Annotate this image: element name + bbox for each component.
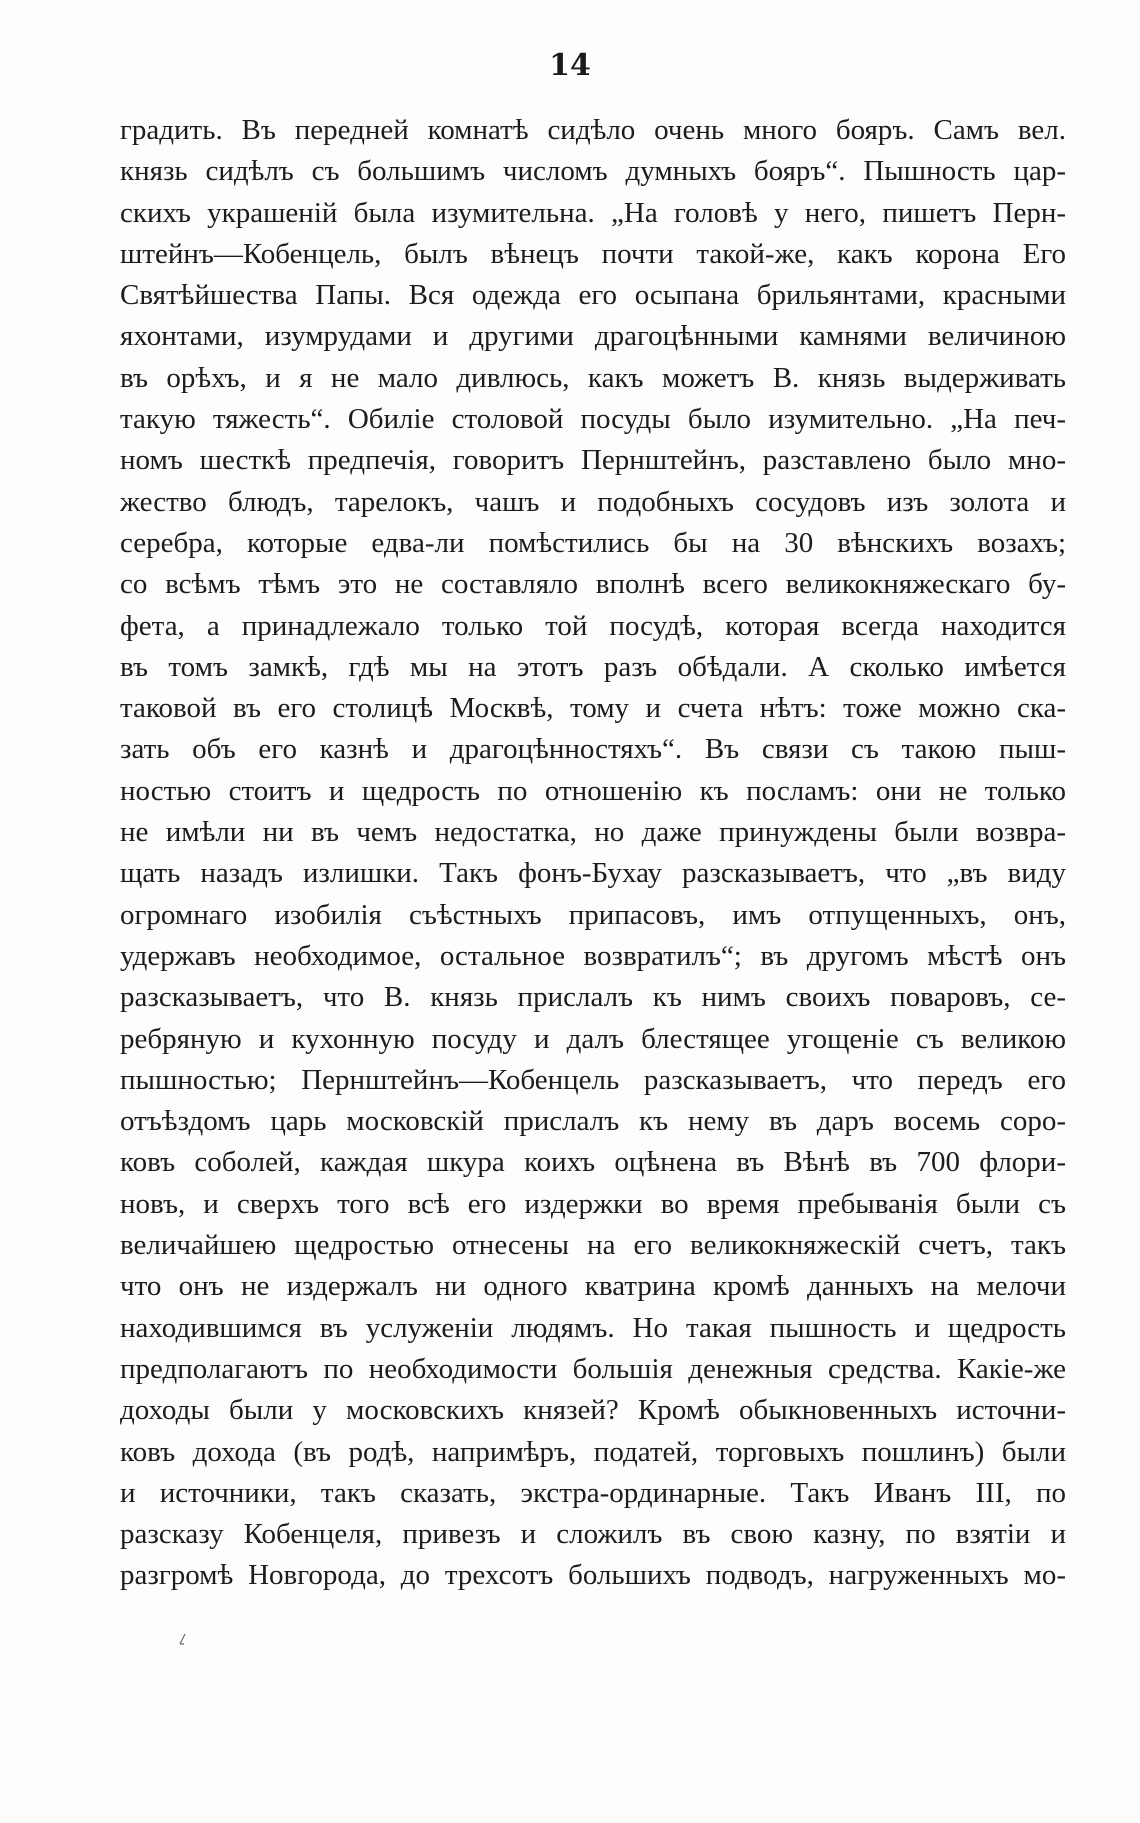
text-line: со всѣмъ тѣмъ это не составляло вполнѣ всего великокняжескаго бу- — [120, 568, 1066, 601]
text-line: пышностью; Пернштейнъ—Кобенцель разсказываетъ, что передъ его — [120, 1063, 1066, 1096]
text-line: въ томъ замкѣ, гдѣ мы на этотъ разъ обѣдали. А сколько имѣется — [120, 650, 1066, 683]
text-line: номъ шесткѣ предпечія, говоритъ Пернштейнъ, разставлено было мно- — [120, 444, 1066, 477]
text-line: предполагаютъ по необходимости большія денежныя средства. Какіе-же — [120, 1352, 1066, 1385]
text-line: не имѣли ни въ чемъ недостатка, но даже принуждены были возвра- — [120, 816, 1066, 849]
text-line: градить. Въ передней комнатѣ сидѣло очень много бояръ. Самъ вел. — [120, 114, 1066, 146]
text-line: въ орѣхъ, и я не мало дивлюсь, какъ можетъ В. князь выдерживать — [120, 361, 1066, 394]
text-line: яхонтами, изумрудами и другими драгоцѣнными камнями величиною — [120, 320, 1066, 353]
text-line: ковъ соболей, каждая шкура коихъ оцѣнена въ Вѣнѣ въ 700 флори- — [120, 1146, 1066, 1179]
text-line: разсказываетъ, что В. князь прислалъ къ нимъ своихъ поваровъ, се- — [120, 981, 1066, 1014]
text-line: фета, а принадлежало только той посудѣ, которая всегда находится — [120, 609, 1066, 642]
text-line: ребряную и кухонную посуду и далъ блестящее угощеніе съ великою — [120, 1022, 1066, 1055]
text-line: огромнаго изобилія съѣстныхъ припасовъ, имъ отпущенныхъ, онъ, — [120, 898, 1066, 931]
text-line: жество блюдъ, тарелокъ, чашъ и подобныхъ сосудовъ изъ золота и — [120, 485, 1066, 518]
body-text — [120, 110, 1066, 1597]
ink-speck-mark — [176, 1632, 190, 1648]
text-line: разсказу Кобенцеля, привезъ и сложилъ въ свою казну, по взятіи и — [120, 1518, 1066, 1551]
text-line: серебра, которые едва-ли помѣстились бы на 30 вѣнскихъ возахъ; — [120, 526, 1066, 559]
text-line: ностью стоитъ и щедрость по отношенію къ посламъ: они не только — [120, 774, 1066, 807]
text-line: что онъ не издержалъ ни одного кватрина кромѣ данныхъ на мелочи — [120, 1270, 1066, 1303]
text-line: зать объ его казнѣ и драгоцѣнностяхъ“. Въ связи съ такою пыш- — [120, 733, 1066, 766]
text-line: ковъ дохода (въ родѣ, напримѣръ, податей, торговыхъ пошлинъ) были — [120, 1435, 1066, 1468]
text-line: штейнъ—Кобенцель, былъ вѣнецъ почти такой-же, какъ корона Его — [120, 237, 1066, 270]
text-line: такую тяжесть“. Обиліе столовой посуды было изумительно. „На печ- — [120, 403, 1066, 436]
text-line: князь сидѣлъ съ большимъ числомъ думныхъ бояръ“. Пышность цар- — [120, 155, 1066, 188]
text-line: Святѣйшества Папы. Вся одежда его осыпана брильянтами, красными — [120, 279, 1066, 312]
text-line: щать назадъ излишки. Такъ фонъ-Бухау разсказываетъ, что „въ виду — [120, 857, 1066, 890]
page-number: 14 — [549, 48, 591, 83]
text-line: и источники, такъ сказать, экстра-ординарные. Такъ Иванъ III, по — [120, 1476, 1066, 1509]
text-line: доходы были у московскихъ князей? Кромѣ обыкновенныхъ источни- — [120, 1394, 1066, 1427]
text-line: удержавъ необходимое, остальное возвратилъ“; въ другомъ мѣстѣ онъ — [120, 939, 1066, 972]
text-line: величайшею щедростью отнесены на его великокняжескій счетъ, такъ — [120, 1229, 1066, 1262]
text-line: разгромѣ Новгорода, до трехсотъ большихъ подводъ, нагруженныхъ мо- — [120, 1559, 1066, 1592]
text-line: скихъ украшеній была изумительна. „На головѣ у него, пишетъ Перн- — [120, 196, 1066, 229]
text-line: находившимся въ услуженіи людямъ. Но такая пышность и щедрость — [120, 1311, 1066, 1344]
text-line: отъѣздомъ царь московскій прислалъ къ нему въ даръ восемь соро- — [120, 1105, 1066, 1138]
text-line: новъ, и сверхъ того всѣ его издержки во время пребыванія были съ — [120, 1187, 1066, 1220]
text-line: таковой въ его столицѣ Москвѣ, тому и счета нѣтъ: тоже можно ска- — [120, 692, 1066, 725]
